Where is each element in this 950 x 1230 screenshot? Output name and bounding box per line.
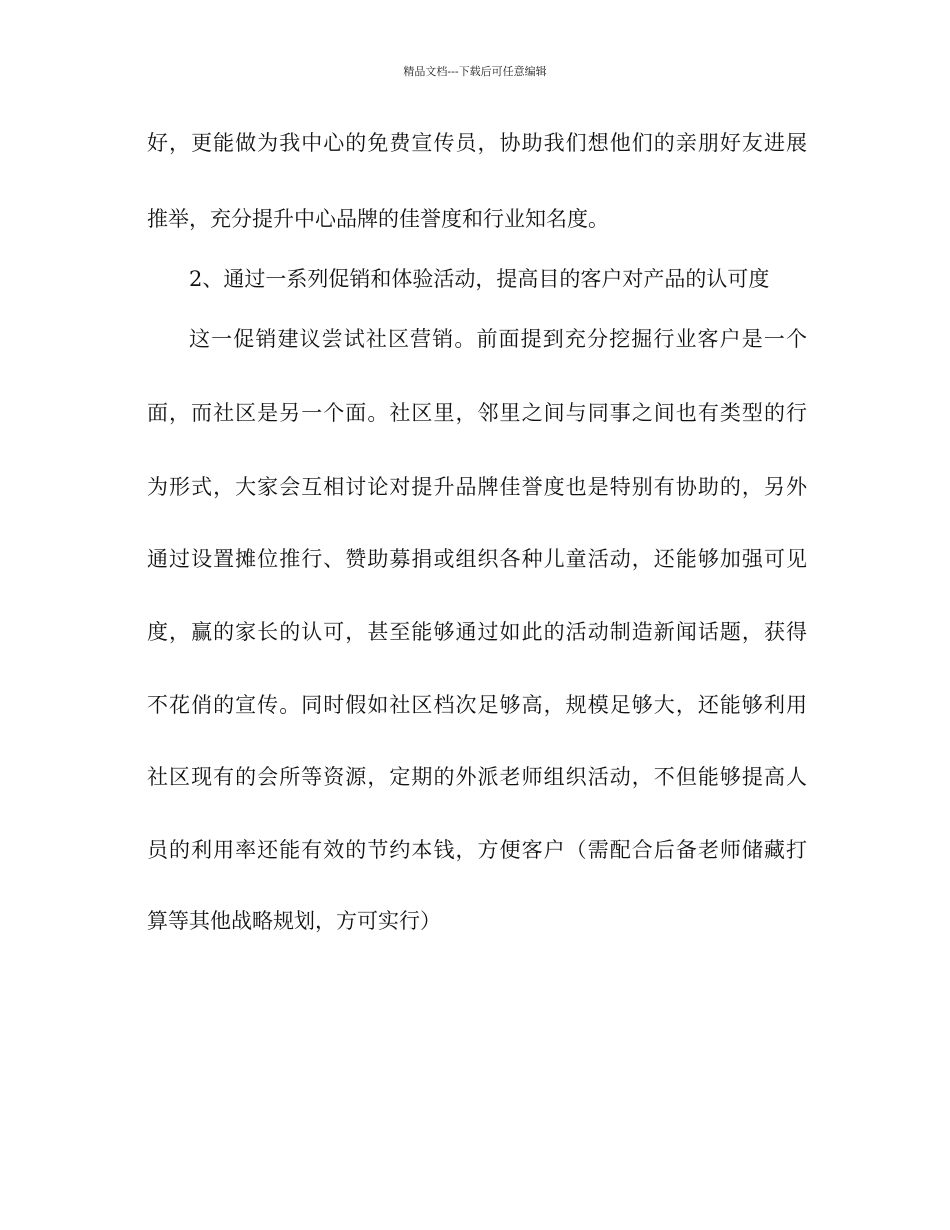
text-line-7: 通过设置摊位推行、赞助募捐或组织各种儿童活动，还能够加强可见 xyxy=(147,547,807,571)
text-line-5: 面，而社区是另一个面。社区里，邻里之间与同事之间也有类型的行 xyxy=(147,401,807,425)
text-line-10: 社区现有的会所等资源，定期的外派老师组织活动，不但能够提高人 xyxy=(147,765,807,789)
text-line-2: 推举，充分提升中心品牌的佳誉度和行业知名度。 xyxy=(147,207,609,231)
section-heading-2: 2、通过一系列促销和体验活动，提高目的客户对产品的认可度 xyxy=(189,267,770,291)
text-line-9: 不花俏的宣传。同时假如社区档次足够高，规模足够大，还能够利用 xyxy=(147,693,807,717)
text-line-1: 好，更能做为我中心的免费宣传员，协助我们想他们的亲朋好友进展 xyxy=(147,131,807,155)
text-line-8: 度，赢的家长的认可，甚至能够通过如此的活动制造新闻话题，获得 xyxy=(147,620,807,644)
text-line-4: 这一促销建议尝试社区营销。前面提到充分挖掘行业客户是一个 xyxy=(189,327,807,351)
text-line-12: 算等其他战略规划，方可实行） xyxy=(147,909,441,933)
page-header: 精品文档---下载后可任意编辑 xyxy=(403,65,547,78)
text-line-6: 为形式，大家会互相讨论对提升品牌佳誉度也是特别有协助的，另外 xyxy=(147,475,807,499)
text-line-11: 员的利用率还能有效的节约本钱，方便客户（需配合后备老师储藏打 xyxy=(147,838,807,862)
